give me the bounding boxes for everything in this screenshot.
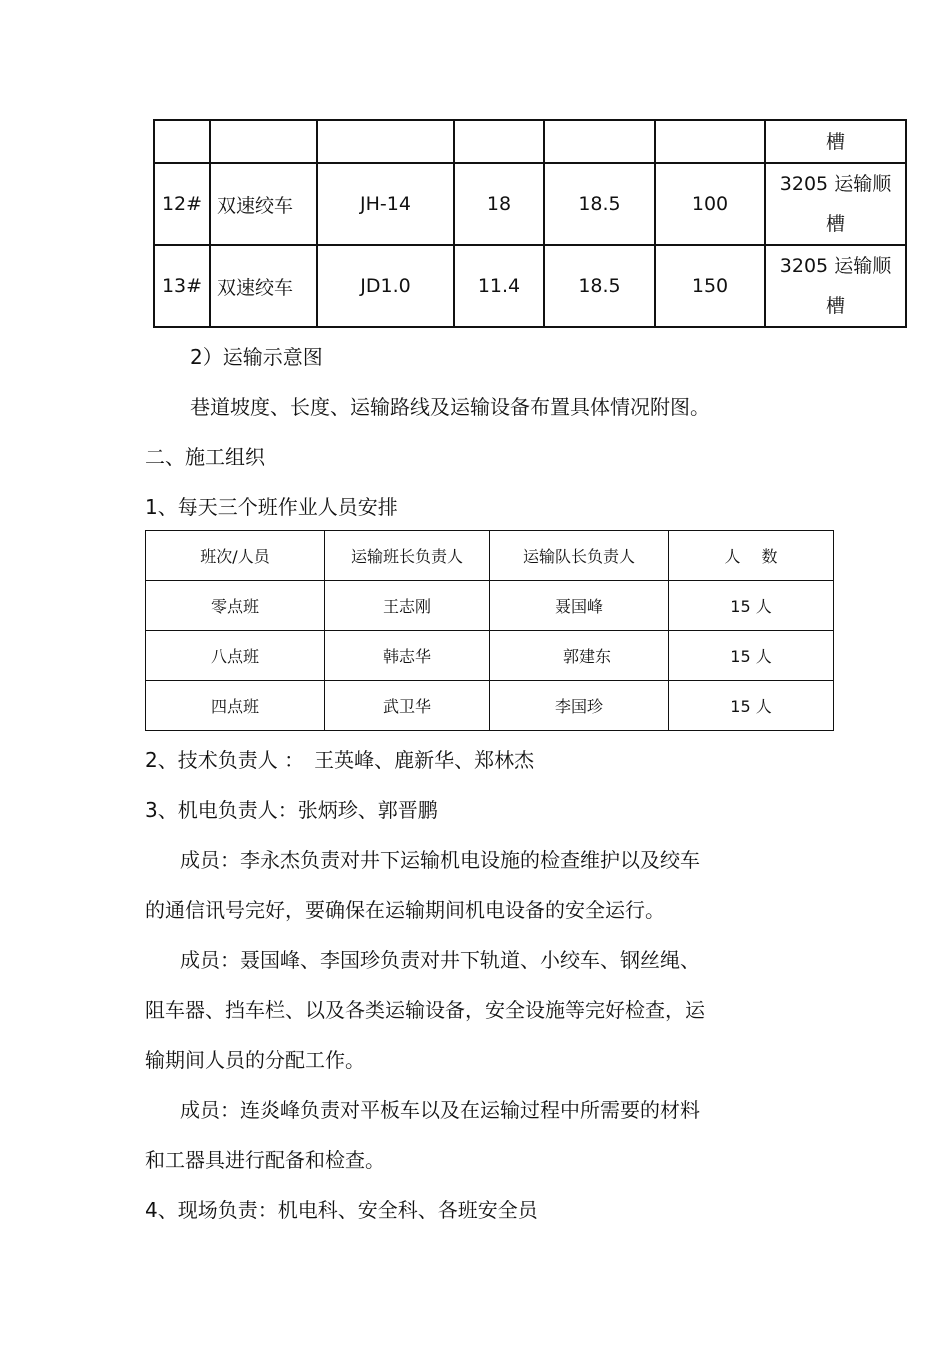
captain-cell: 李国珍 — [490, 681, 669, 731]
item-3: 3、机电负责人：张炳珍、郭晋鹏 — [145, 798, 438, 822]
table-row — [154, 163, 906, 245]
no-cell: 12# — [154, 163, 210, 245]
item-1-heading: 1、每天三个班作业人员安排 — [145, 495, 398, 519]
location-line-1: 3205 运输顺 — [779, 255, 892, 277]
shift-cell: 零点班 — [146, 581, 325, 631]
header-cell: 班次/人员 — [146, 531, 325, 581]
value-cell — [544, 120, 655, 163]
item-4: 4、现场负责：机电科、安全科、各班安全员 — [145, 1198, 538, 1222]
captain-cell: 郭建东 — [490, 631, 669, 681]
shift-cell: 八点班 — [146, 631, 325, 681]
location-line-2: 槽 — [825, 131, 845, 153]
member-3-line-2: 和工器具进行配备和检查。 — [145, 1148, 385, 1172]
count-cell: 15 人 — [669, 681, 834, 731]
leader-cell: 武卫华 — [325, 681, 490, 731]
member-2-line-1: 成员：聂国峰、李国珍负责对井下轨道、小绞车、钢丝绳、 — [180, 948, 700, 972]
header-cell: 运输班长负责人 — [325, 531, 490, 581]
member-3-line-1: 成员：连炎峰负责对平板车以及在运输过程中所需要的材料 — [180, 1098, 700, 1122]
equipment-table — [153, 119, 907, 328]
model-cell: JH-14 — [317, 163, 454, 245]
table-row — [146, 681, 834, 731]
item-2: 2、技术负责人 ： 王英峰、鹿新华、郑林杰 — [145, 748, 535, 772]
value-cell: 11.4 — [454, 245, 544, 327]
location-line-2: 槽 — [825, 213, 845, 235]
leader-cell: 王志刚 — [325, 581, 490, 631]
name-cell: 双速绞车 — [210, 245, 317, 327]
name-cell: 双速绞车 — [210, 163, 317, 245]
member-2-line-3: 输期间人员的分配工作。 — [145, 1048, 365, 1072]
shift-table — [145, 530, 834, 731]
location-cell — [765, 245, 906, 327]
table-row — [154, 120, 906, 163]
location-line-1: 3205 运输顺 — [779, 173, 892, 195]
table-header-row — [146, 531, 834, 581]
no-cell — [154, 120, 210, 163]
location-line-2: 槽 — [825, 295, 845, 317]
value-cell: 18.5 — [544, 163, 655, 245]
count-cell: 15 人 — [669, 581, 834, 631]
model-cell — [317, 120, 454, 163]
no-cell: 13# — [154, 245, 210, 327]
section-2-heading: 2）运输示意图 — [190, 345, 323, 369]
member-2-line-2: 阻车器、挡车栏、以及各类运输设备，安全设施等完好检查，运 — [145, 998, 705, 1022]
member-1-line-2: 的通信讯号完好，要确保在运输期间机电设备的安全运行。 — [145, 898, 665, 922]
table-row — [146, 631, 834, 681]
value-cell — [454, 120, 544, 163]
value-cell: 18 — [454, 163, 544, 245]
shift-cell: 四点班 — [146, 681, 325, 731]
value-cell — [655, 120, 765, 163]
value-cell: 150 — [655, 245, 765, 327]
value-cell: 100 — [655, 163, 765, 245]
section-2-text: 巷道坡度、长度、运输路线及运输设备布置具体情况附图。 — [190, 395, 710, 419]
count-cell: 15 人 — [669, 631, 834, 681]
model-cell: JD1.0 — [317, 245, 454, 327]
name-cell — [210, 120, 317, 163]
leader-cell: 韩志华 — [325, 631, 490, 681]
table-row — [154, 245, 906, 327]
part-2-heading: 二、施工组织 — [145, 445, 265, 469]
location-cell — [765, 120, 906, 163]
header-cell: 运输队长负责人 — [490, 531, 669, 581]
member-1-line-1: 成员：李永杰负责对井下运输机电设施的检查维护以及绞车 — [180, 848, 700, 872]
captain-cell: 聂国峰 — [490, 581, 669, 631]
table-row — [146, 581, 834, 631]
header-cell: 人 数 — [669, 531, 834, 581]
value-cell: 18.5 — [544, 245, 655, 327]
location-cell — [765, 163, 906, 245]
